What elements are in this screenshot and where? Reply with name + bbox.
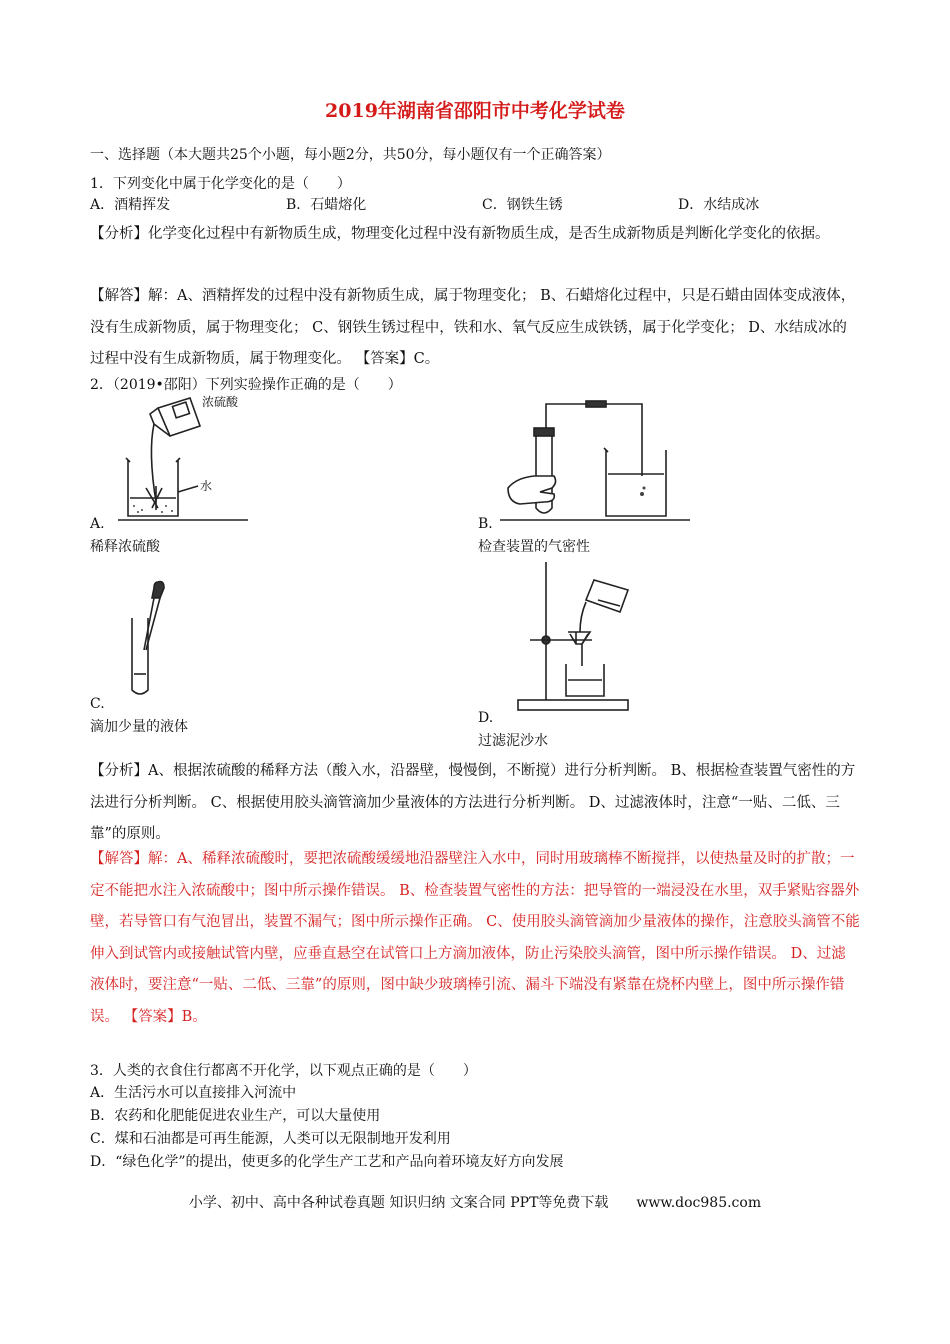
q1-answer: 【解答】解：A、酒精挥发的过程中没有新物质生成，属于物理变化； B、石蜡熔化过程中，只是石蜡由固体变成液体，没有生成新物质，属于物理变化； C、钢铁生锈过程中，铁和水、氧气反应生成铁锈，属于化学变化； D、水结成冰的过程中没有生成新物质，属于物理变化。 【答案】C。 [90, 288, 856, 367]
figure-c-dropper [118, 578, 178, 698]
q3-option-c: C．煤和石油都是可再生能源，人类可以无限制地开发利用 [90, 1131, 451, 1147]
page-footer: 小学、初中、高中各种试卷真题 知识归纳 文案合同 PPT等免费下载 www.doc985.com [188, 1195, 762, 1211]
fig-c-letter: C. [90, 696, 105, 712]
q3-option-a: A．生活污水可以直接排入河流中 [90, 1085, 297, 1101]
q1-option-a: A．酒精挥发 [90, 197, 171, 213]
fig-d-letter: D. [478, 710, 494, 726]
figure-a-dilution [118, 392, 248, 522]
q3-option-b: B．农药和化肥能促进农业生产，可以大量使用 [90, 1108, 381, 1124]
figure-b-airtightness [500, 392, 690, 524]
fig-b-caption: 检查装置的气密性 [478, 539, 590, 555]
q3-option-d: D．“绿色化学”的提出，使更多的化学生产工艺和产品向着环境友好方向发展 [90, 1154, 564, 1170]
section-heading: 一、选择题（本大题共25个小题，每小题2分，共50分，每小题仅有一个正确答案） [90, 147, 611, 163]
fig-b-letter: B. [478, 516, 493, 532]
q3-stem: 3．人类的衣食住行都离不开化学，以下观点正确的是（ ） [90, 1063, 477, 1079]
q1-options [90, 194, 759, 214]
figure-d-filtration [500, 560, 650, 716]
page-title: 2019年湖南省邵阳市中考化学试卷 [325, 100, 625, 122]
q1-option-d: D．水结成冰 [678, 197, 760, 213]
label-water: 水 [200, 479, 213, 493]
q1-option-b: B．石蜡熔化 [286, 197, 367, 213]
q1-stem: 1．下列变化中属于化学变化的是（ ） [90, 176, 351, 192]
fig-d-caption: 过滤泥沙水 [478, 733, 548, 749]
q2-analysis: 【分析】A、根据浓硫酸的稀释方法（酸入水，沿器壁，慢慢倒，不断搅）进行分析判断。 B、根据检查装置气密性的方法进行分析判断。 C、根据使用胶头滴管滴加少量液体的方法进行分析判断。 D、过滤液体时，注意“一贴、二低、三靠”的原则。 [90, 763, 856, 842]
label-concentrated-acid: 浓硫酸 [202, 395, 239, 409]
fig-a-caption: 稀释浓硫酸 [90, 539, 160, 555]
q1-analysis: 【分析】化学变化过程中有新物质生成，物理变化过程中没有新物质生成，是否生成新物质是判断化学变化的依据。 [90, 226, 830, 242]
q2-stem: 2．（2019•邵阳）下列实验操作正确的是（ ） [90, 377, 402, 393]
fig-c-caption: 滴加少量的液体 [90, 719, 188, 735]
q1-option-c: C．钢铁生锈 [482, 197, 563, 213]
q2-answer: 【解答】解：A、稀释浓硫酸时，要把浓硫酸缓缓地沿器壁注入水中，同时用玻璃棒不断搅拌，以使热量及时的扩散；一定不能把水注入浓硫酸中；图中所示操作错误。 B、检查装置气密性的方法：把导管的一端浸没在水里，双手紧贴容器外壁，若导管口有气泡冒出，装置不漏气；图中所示操作正确。 C、使用胶头滴管滴加少量液体的操作，注意胶头滴管不能伸入到试管内或接触试管内壁，应垂直悬空在试管口上方滴加液体，防止污染胶头滴管，图中所示操作错误。 D、过滤液体时，要注意“一贴、二低、三靠”的原则，图中缺少玻璃棒引流、漏斗下端没有紧靠在烧杯内壁上，图中所示操作错误。 【答案】B。 [90, 851, 860, 1025]
fig-a-letter: A. [90, 516, 105, 532]
